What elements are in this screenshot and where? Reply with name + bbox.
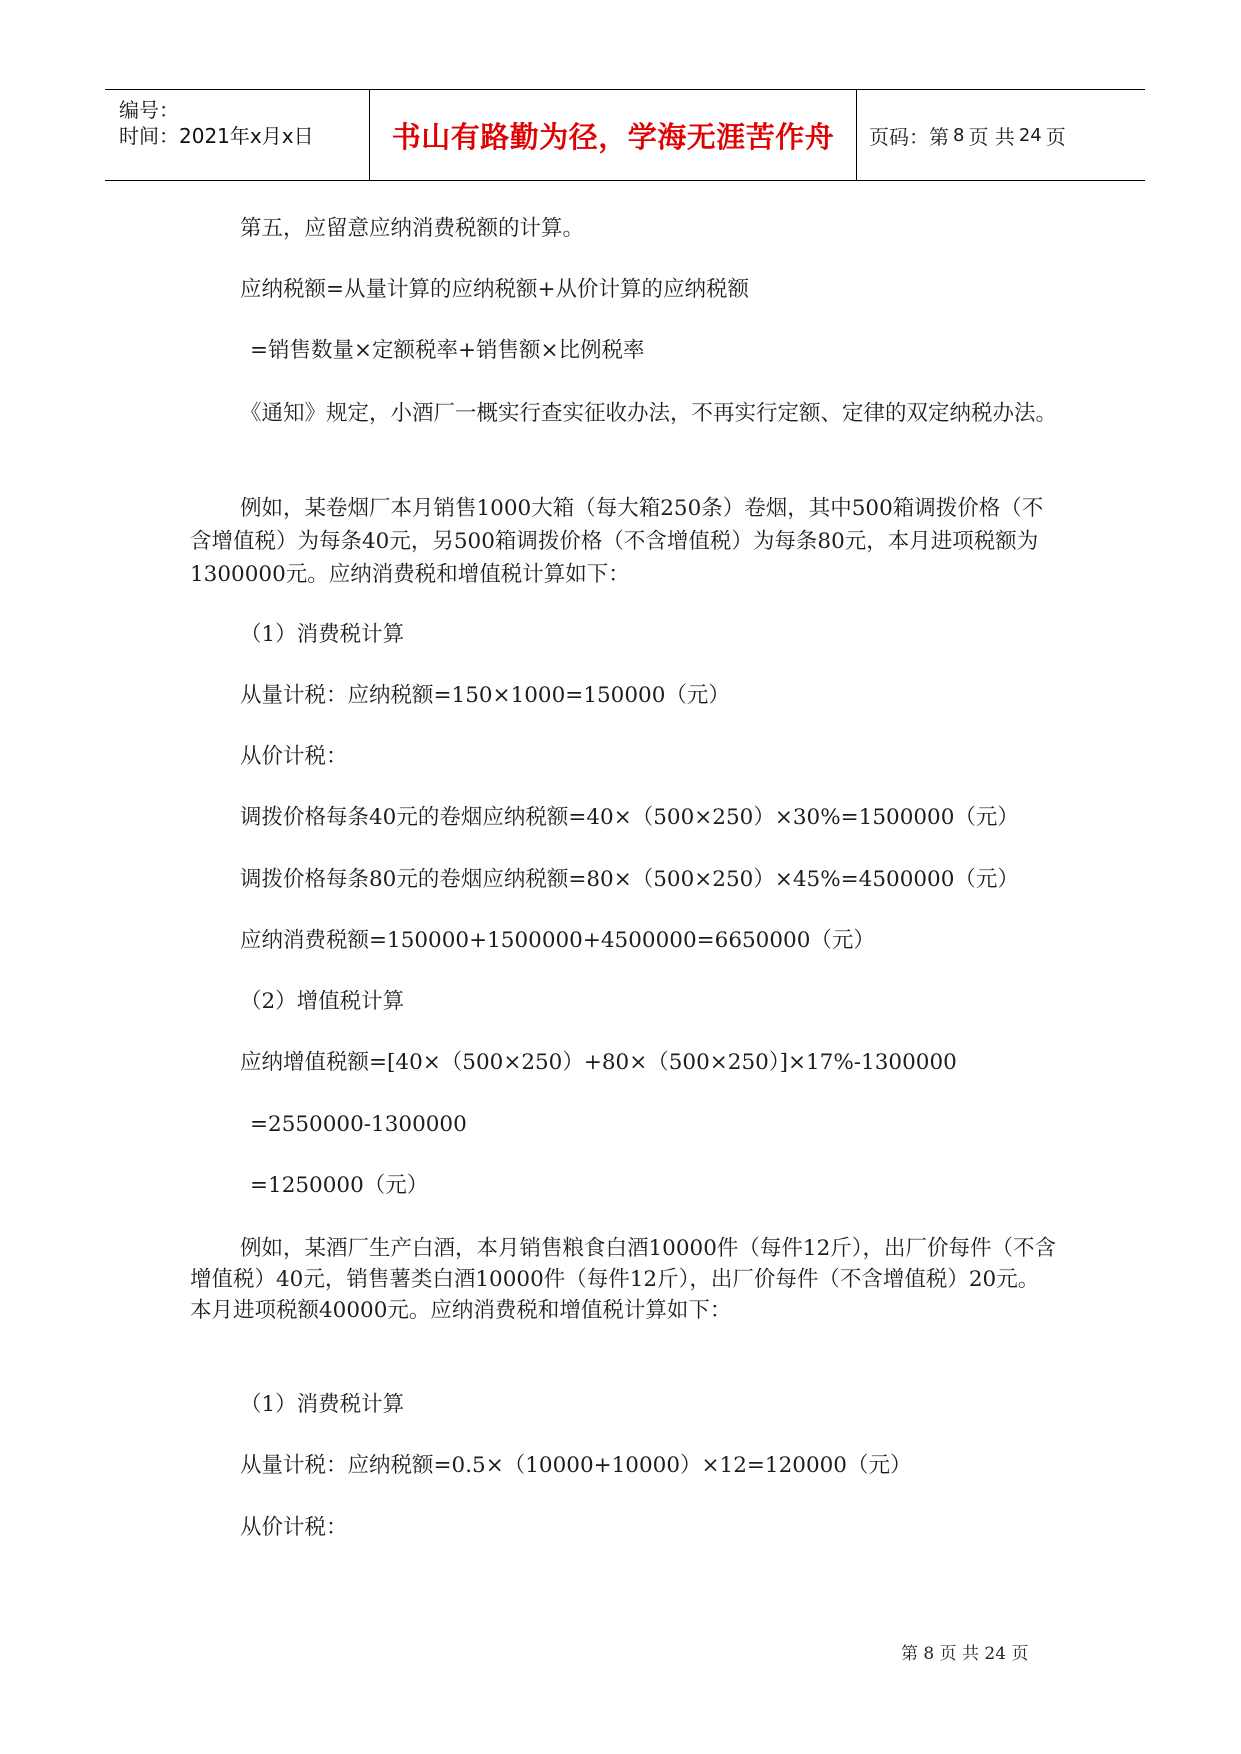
paragraph-consumption-total: 应纳消费税额=150000+1500000+4500000=6650000（元） xyxy=(240,928,875,953)
header-meta-cell xyxy=(105,90,370,180)
paragraph-example-liquor: 例如，某酒厂生产白酒，本月销售粮食白酒10000件（每件12斤），出厂价每件（不含增值税）40元，销售薯类白酒10000件（每件12斤），出厂价每件（不含增值税）20元。本月进项税额40000元。应纳消费税和增值税计算如下： xyxy=(190,1236,1057,1323)
paragraph-price-tax-2: 从价计税： xyxy=(240,1515,348,1540)
header-page-cell xyxy=(857,90,1145,180)
paragraph-formula-2: =销售数量×定额税率+销售额×比例税率 xyxy=(250,338,645,363)
paragraph-vat-step-1: =2550000-1300000 xyxy=(250,1112,467,1137)
page-current: 8 xyxy=(953,124,965,146)
header-motto: 书山有路勤为径，学海无涯苦作舟 xyxy=(391,119,835,154)
paragraph-price-tax: 从价计税： xyxy=(240,744,348,769)
paragraph-notice: 《通知》规定，小酒厂一概实行查实征收办法，不再实行定额、定律的双定纳税办法。 xyxy=(240,401,1058,426)
paragraph-vat-result: =1250000（元） xyxy=(250,1173,429,1198)
paragraph-quantity-tax-2: 从量计税：应纳税额=0.5×（10000+10000）×12=120000（元） xyxy=(240,1453,912,1478)
paragraph-consumption-heading: （1）消费税计算 xyxy=(240,622,405,647)
paragraph-consumption-heading-2: （1）消费税计算 xyxy=(240,1392,405,1417)
page-suffix: 页 xyxy=(1045,124,1066,149)
page-prefix: 页码：第 xyxy=(869,124,949,149)
page-header xyxy=(105,89,1145,181)
paragraph-vat-formula: 应纳增值税额=[40×（500×250）+80×（500×250）]×17%-1300000 xyxy=(240,1050,957,1075)
paragraph-quantity-tax: 从量计税：应纳税额=150×1000=150000（元） xyxy=(240,683,730,708)
header-motto-cell xyxy=(370,90,857,180)
paragraph-vat-heading: （2）增值税计算 xyxy=(240,989,405,1014)
document-number-label: 编号： xyxy=(119,98,179,122)
paragraph-section-five: 第五，应留意应纳消费税额的计算。 xyxy=(240,216,585,241)
paragraph-price-40: 调拨价格每条40元的卷烟应纳税额=40×（500×250）×30%=1500000（元） xyxy=(240,805,1019,830)
paragraph-formula-1: 应纳税额=从量计算的应纳税额+从价计算的应纳税额 xyxy=(240,277,750,302)
paragraph-example-cigarette: 例如，某卷烟厂本月销售1000大箱（每大箱250条）卷烟，其中500箱调拨价格（不含增值税）为每条40元，另500箱调拨价格（不含增值税）为每条80元，本月进项税额为1300000元。应纳消费税和增值税计算如下： xyxy=(190,496,1044,587)
document-time-label: 时间：2021年x月x日 xyxy=(119,124,314,148)
page-mid: 页 共 xyxy=(968,124,1015,149)
page-total: 24 xyxy=(1018,124,1042,146)
paragraph-price-80: 调拨价格每条80元的卷烟应纳税额=80×（500×250）×45%=4500000（元） xyxy=(240,867,1019,892)
page-footer: 第 8 页 共 24 页 xyxy=(901,1644,1029,1664)
